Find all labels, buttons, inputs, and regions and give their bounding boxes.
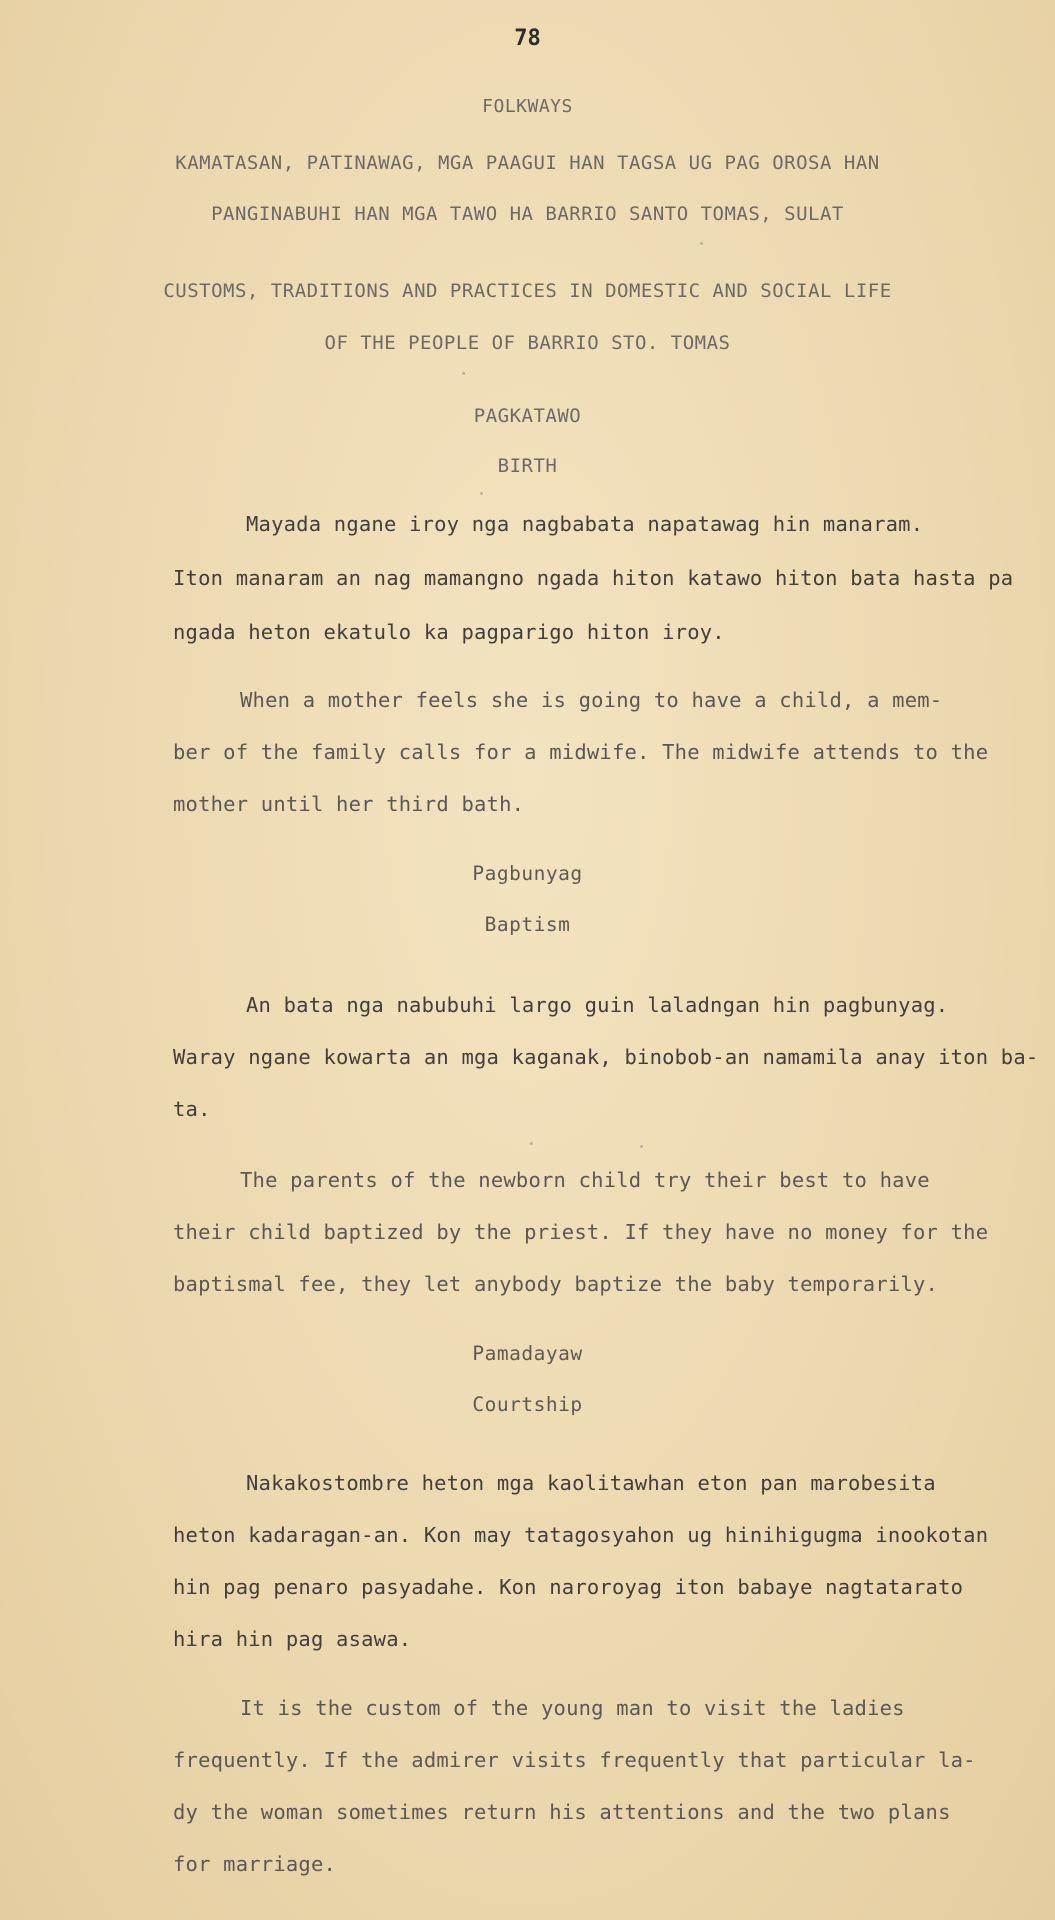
section-heading-birth: BIRTH (497, 455, 558, 477)
scan-speck (700, 242, 703, 245)
scan-speck (480, 492, 483, 495)
courtship-local-line-1: Nakakostombre heton mga kaolitawhan eton pan marobesita (246, 1471, 936, 1495)
courtship-english-line-3: dy the woman sometimes return his attentions and the two plans (173, 1800, 951, 1824)
courtship-local-line-2: heton kadaragan-an. Kon may tatagosyahon ug hinihigugma inookotan (173, 1523, 989, 1547)
courtship-local-line-3: hin pag penaro pasyadahe. Kon naroroyag iton babaye nagtatarato (173, 1575, 964, 1599)
baptism-local-line-3: ta. (173, 1097, 211, 1121)
courtship-local-heading: Pamadayaw (472, 1342, 583, 1365)
baptism-local-line-2: Waray ngane kowarta an mga kaganak, binobob-an namamila anay iton ba- (173, 1045, 1039, 1069)
local-title-line-1: KAMATASAN, PATINAWAG, MGA PAAGUI HAN TAGSA UG PAG OROSA HAN (175, 152, 880, 174)
section-heading-pagkatawo: PAGKATAWO (473, 405, 582, 427)
birth-local-line-2: Iton manaram an nag mamangno ngada hiton katawo hiton bata hasta pa (173, 566, 1014, 590)
english-title-line-2: OF THE PEOPLE OF BARRIO STO. TOMAS (324, 332, 731, 354)
english-title-line-1: CUSTOMS, TRADITIONS AND PRACTICES IN DOMESTIC AND SOCIAL LIFE (163, 280, 892, 302)
scan-speck (462, 372, 465, 375)
local-title-line-2: PANGINABUHI HAN MGA TAWO HA BARRIO SANTO TOMAS, SULAT (211, 203, 844, 225)
birth-local-line-1: Mayada ngane iroy nga nagbabata napatawag hin manaram. (246, 512, 924, 536)
courtship-english-line-1: It is the custom of the young man to visit the ladies (240, 1696, 905, 1720)
birth-english-line-3: mother until her third bath. (173, 792, 525, 816)
courtship-local-line-4: hira hin pag asawa. (173, 1627, 412, 1651)
birth-english-line-1: When a mother feels she is going to have a child, a mem- (240, 688, 943, 712)
folkways-title: FOLKWAYS (482, 96, 573, 117)
baptism-english-line-2: their child baptized by the priest. If they have no money for the (173, 1220, 989, 1244)
scan-speck (530, 1142, 533, 1145)
baptism-heading: Baptism (484, 913, 571, 936)
birth-local-line-3: ngada heton ekatulo ka pagparigo hiton iroy. (173, 620, 725, 644)
courtship-english-line-4: for marriage. (173, 1852, 337, 1876)
scan-speck (640, 1145, 643, 1148)
page-number: 78 (514, 26, 541, 51)
courtship-heading: Courtship (472, 1393, 583, 1416)
baptism-local-line-1: An bata nga nabubuhi largo guin laladngan hin pagbunyag. (246, 993, 949, 1017)
baptism-local-heading: Pagbunyag (472, 862, 583, 885)
birth-english-line-2: ber of the family calls for a midwife. The midwife attends to the (173, 740, 989, 764)
baptism-english-line-1: The parents of the newborn child try their best to have (240, 1168, 930, 1192)
courtship-english-line-2: frequently. If the admirer visits frequently that particular la- (173, 1748, 976, 1772)
baptism-english-line-3: baptismal fee, they let anybody baptize the baby temporarily. (173, 1272, 939, 1296)
